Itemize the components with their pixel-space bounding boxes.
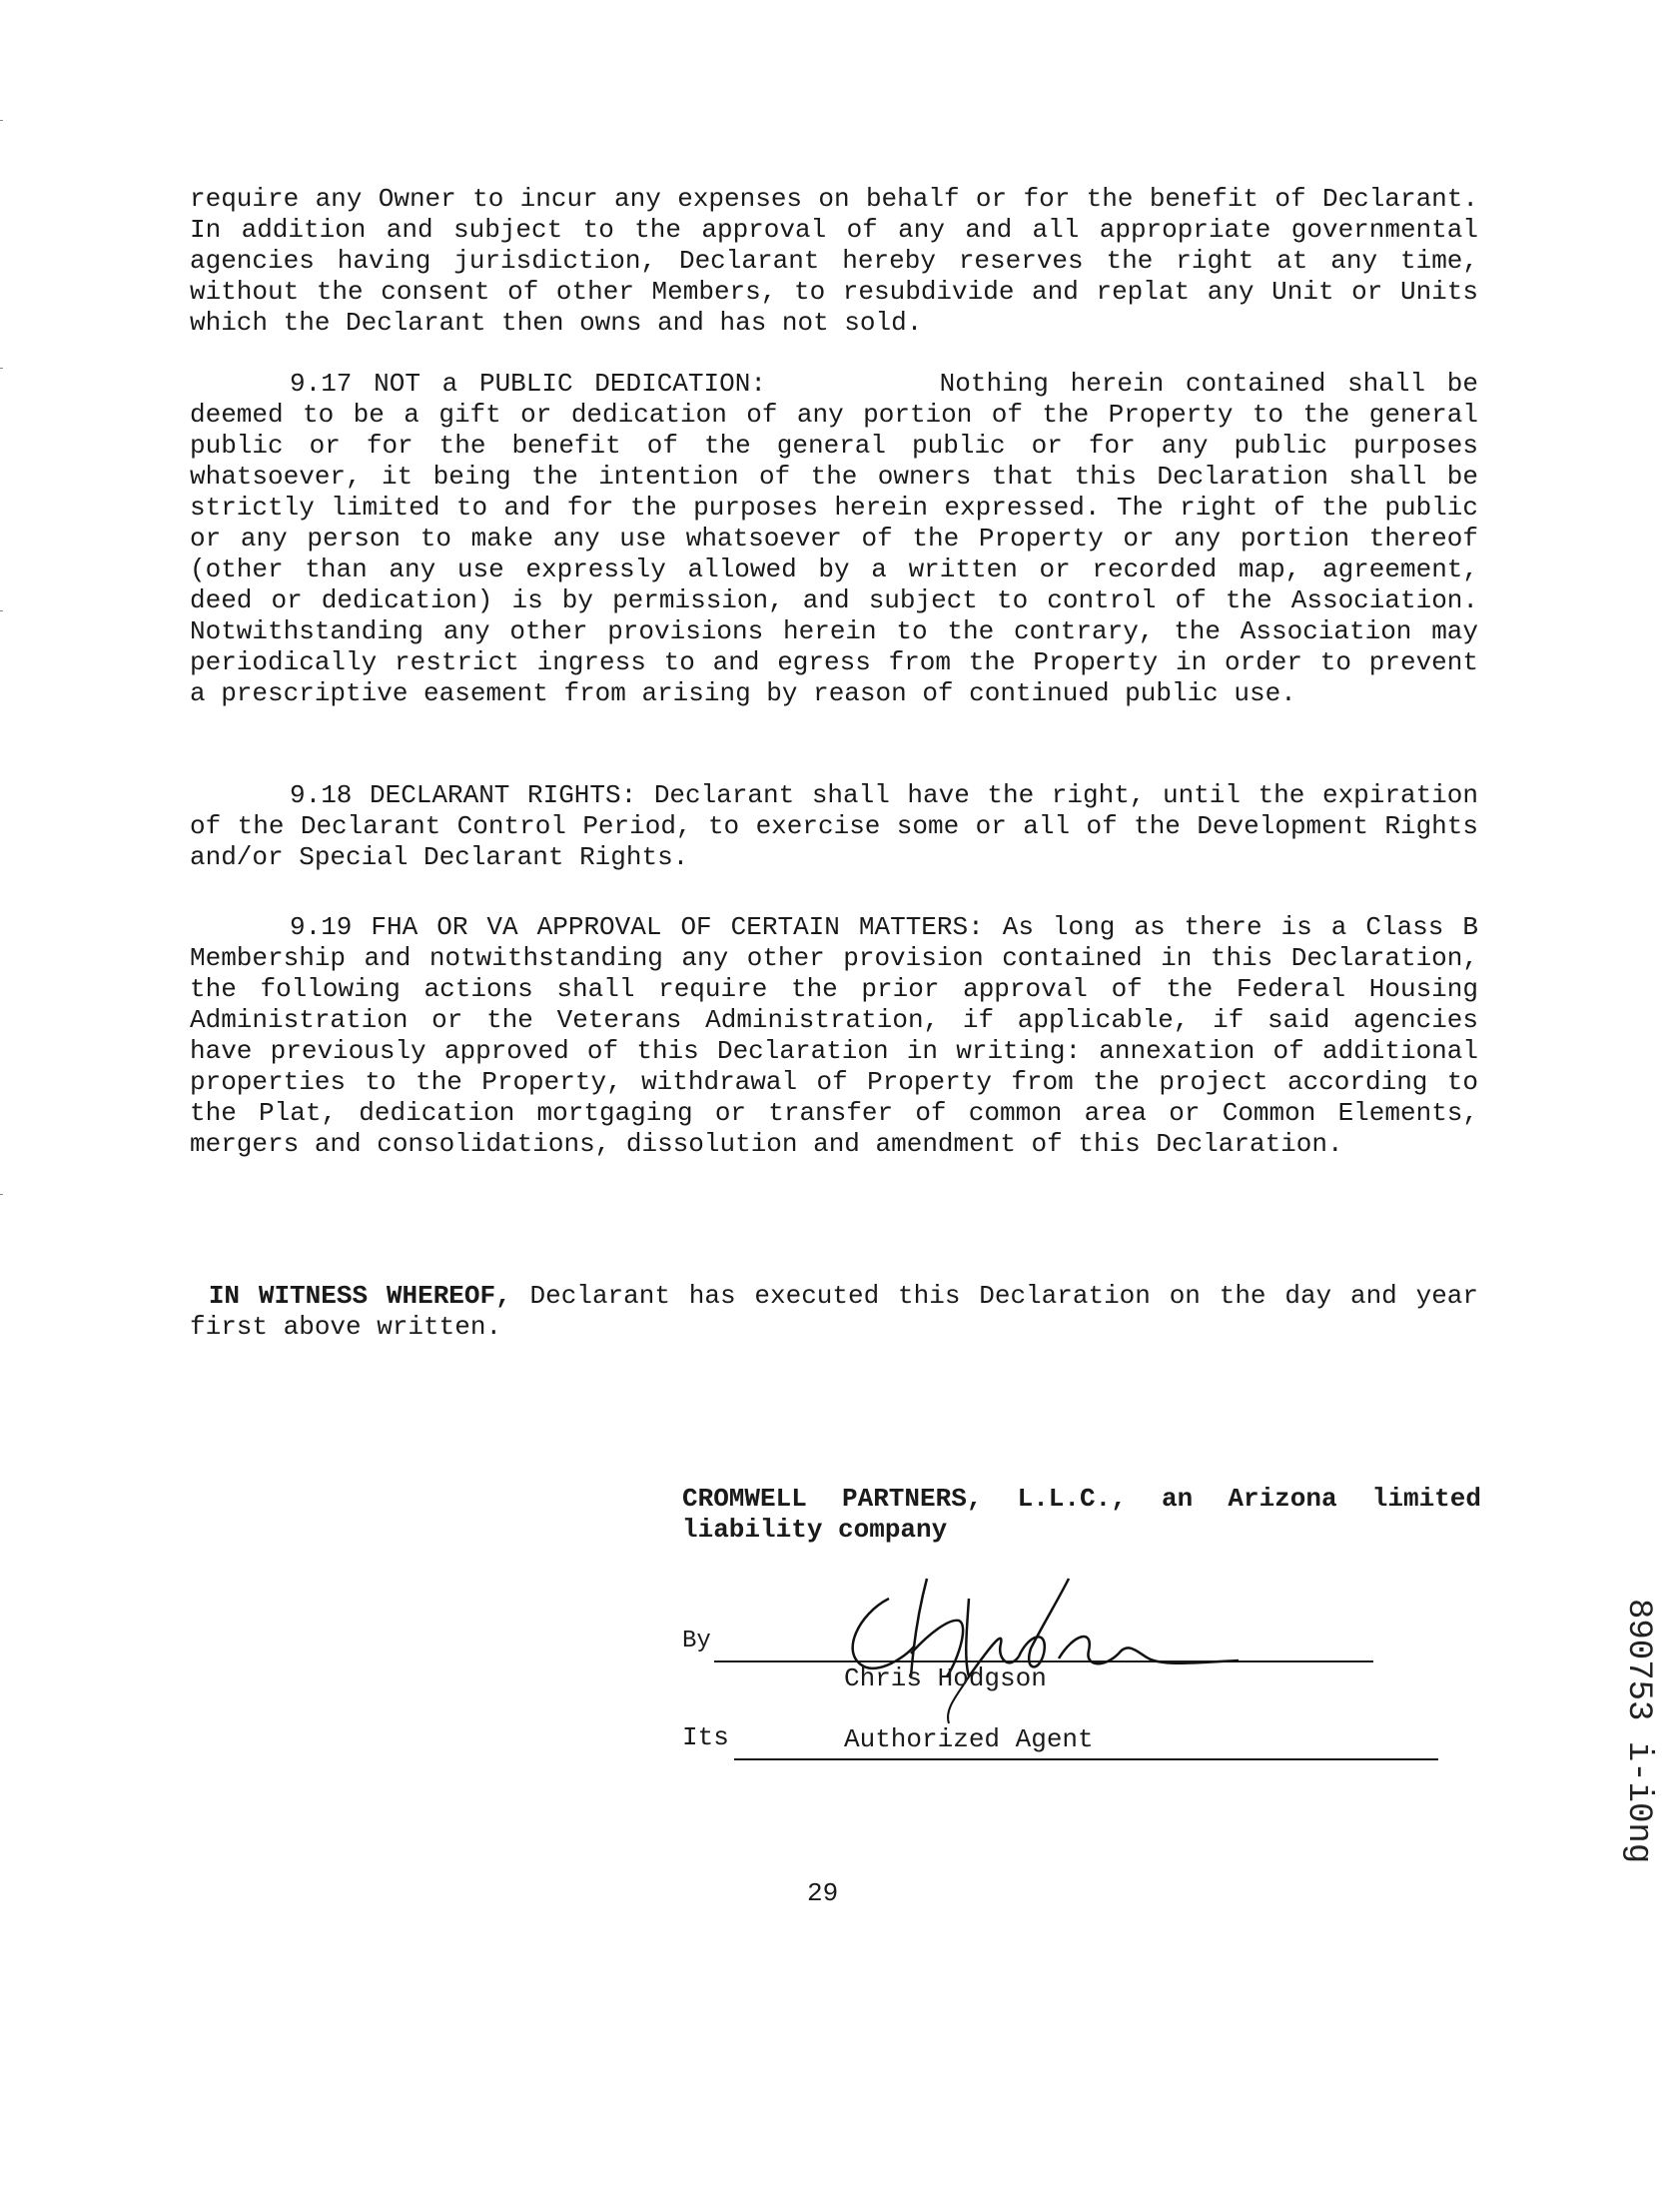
by-label: By xyxy=(682,1628,711,1654)
recording-number-stamp xyxy=(1610,1599,1657,1938)
witness-paragraph xyxy=(190,1281,1478,1343)
paragraph-9-18 xyxy=(190,780,1478,873)
signer-title: Authorized Agent xyxy=(844,1724,1094,1754)
company-name: CROMWELL PARTNERS, L.L.C., an Arizona limited liability company xyxy=(682,1484,1481,1545)
scan-mark xyxy=(0,610,3,611)
witness-body: Declarant has executed this Declaration on the day and year first above written. xyxy=(190,1281,1478,1342)
witness-lead: IN WITNESS WHEREOF, xyxy=(208,1281,511,1311)
scan-mark xyxy=(0,368,3,369)
handwritten-signature xyxy=(819,1559,1239,1728)
section-heading-9-19: 9.19 FHA OR VA APPROVAL OF CERTAIN MATTERS: xyxy=(290,912,984,942)
page-number: 29 xyxy=(807,1878,839,1908)
signer-name: Chris Hodgson xyxy=(844,1663,1047,1693)
paragraph-9-19 xyxy=(190,912,1478,1160)
title-line xyxy=(734,1758,1438,1760)
section-heading-9-18: 9.18 DECLARANT RIGHTS: xyxy=(290,780,637,810)
stamp-text: 890753 i-i0ng xyxy=(1619,1599,1657,1864)
paragraph-9-16-continuation: require any Owner to incur any expenses on behalf or for the benefit of Declarant. In addition and subject to the approval of any and all appropriate governmental agencies having jurisdiction, Declarant hereby reserves the right at any time, without the consent of other Members, to resubdivide and replat any Unit or Units which the Declarant then owns and has not sold. xyxy=(190,184,1478,338)
its-label: Its xyxy=(682,1722,729,1752)
section-body-9-17: Nothing herein contained shall be deemed to be a gift or dedication of any portion of the Property to the general public or for the benefit of the general public or for any public purposes whatsoever, it being the intention of the owners that this Declaration shall be strictly limited to and for the purposes herein expressed. The right of the public or any person to make any use whatsoever of the Property or any portion thereof (other than any use expressly allowed by a written or recorded map, agreement, deed or dedication) is by permission, and subject to control of the Association. Notwithstanding any other provisions herein to the contrary, the Association may periodically restrict ingress to and egress from the Property in order to prevent a prescriptive easement from arising by reason of continued public use. xyxy=(190,369,1478,708)
scan-mark xyxy=(0,1194,3,1195)
paragraph-9-17 xyxy=(190,369,1478,709)
section-body-9-19: As long as there is a Class B Membership and notwithstanding any other provision contained in this Declaration, the following actions shall require the prior approval of the Federal Housing Administration or the Veterans Administration, if applicable, if said agencies have previously approved of this Declaration in writing: annexation of additional properties to the Property, withdrawal of Property from the project according to the Plat, dedication mortgaging or transfer of common area or Common Elements, mergers and consolidations, dissolution and amendment of this Declaration. xyxy=(190,912,1478,1159)
section-heading-9-17: 9.17 NOT a PUBLIC DEDICATION: xyxy=(290,369,766,399)
scan-mark xyxy=(0,120,3,121)
section-body-9-18: Declarant shall have the right, until the expiration of the Declarant Control Period, to exercise some or all of the Development Rights and/or Special Declarant Rights. xyxy=(190,780,1478,872)
svg-text:890753 i-i0ng xyxy=(1619,1599,1657,1863)
